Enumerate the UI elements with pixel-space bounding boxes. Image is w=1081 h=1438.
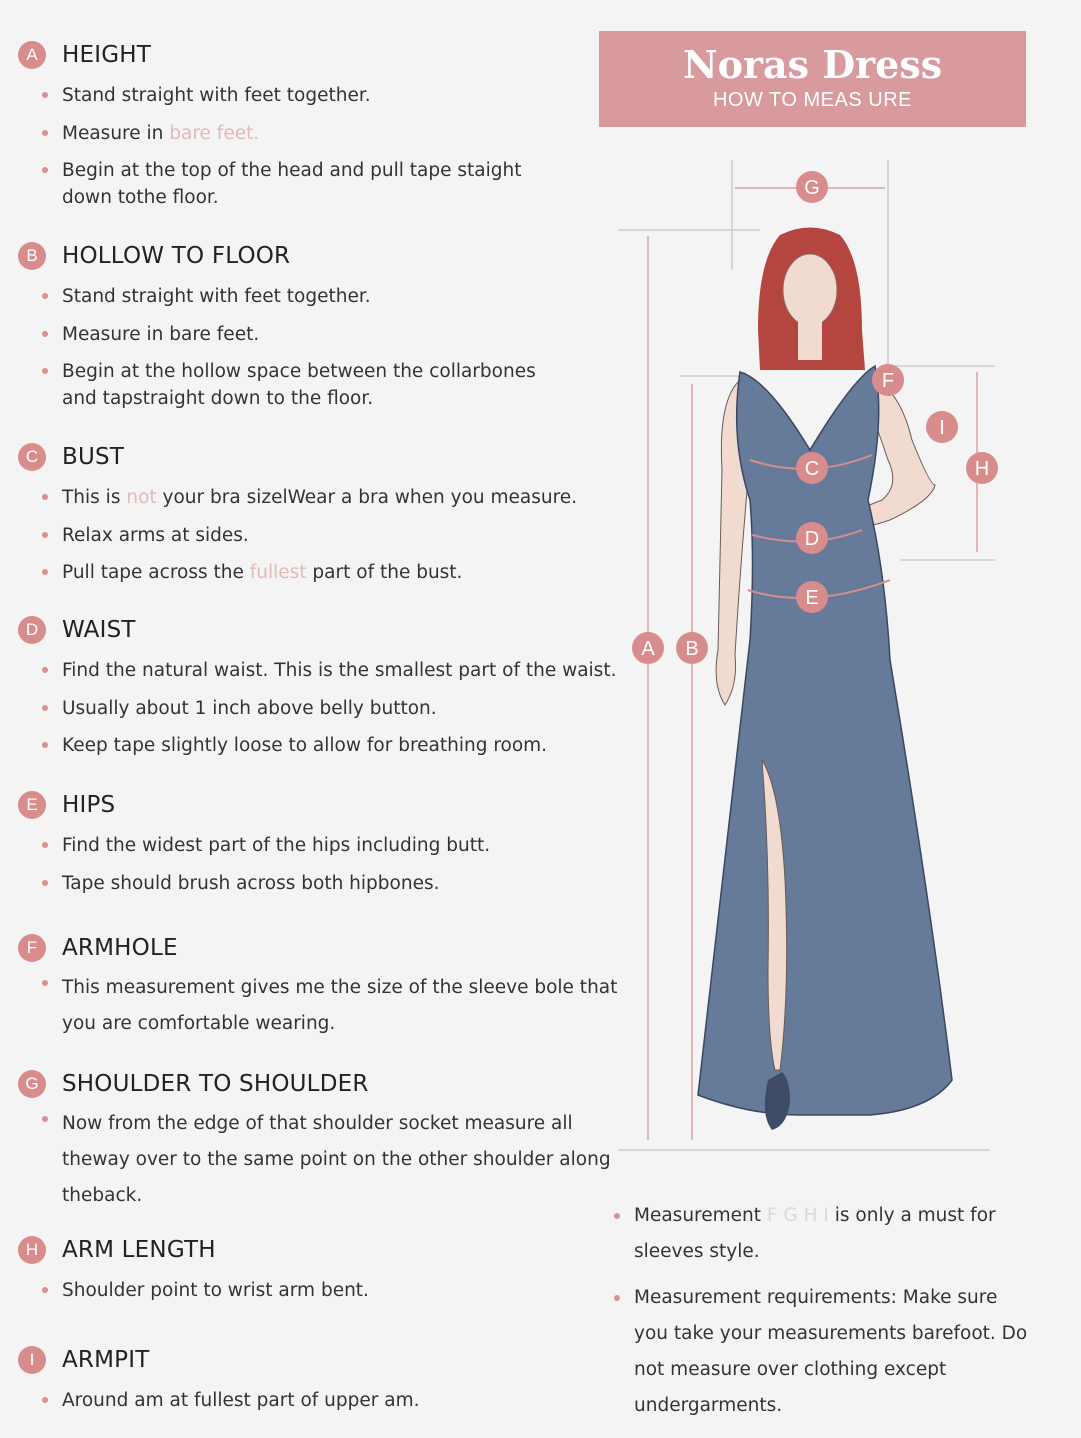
label-h bbox=[966, 452, 998, 484]
brand-name: Noras Dress bbox=[682, 42, 943, 87]
section-armhole bbox=[18, 933, 618, 1042]
svg-text:C: C bbox=[804, 458, 820, 480]
label-b bbox=[676, 632, 708, 664]
section-hollow-to-floor bbox=[18, 241, 618, 412]
section-height bbox=[18, 40, 618, 211]
label-g bbox=[796, 171, 828, 203]
list-item: Around am at fullest part of upper am. bbox=[18, 1387, 618, 1414]
measurement-notes bbox=[610, 1198, 1030, 1424]
svg-text:I: I bbox=[939, 417, 945, 439]
badge-d: D bbox=[18, 616, 46, 644]
svg-text:B: B bbox=[685, 638, 699, 660]
section-title: HOLLOW TO FLOOR bbox=[62, 243, 291, 269]
svg-text:A: A bbox=[641, 638, 655, 660]
list-item: This is not your bra sizelWear a bra when you measure. bbox=[18, 484, 618, 511]
section-shoulder-to-shoulder bbox=[18, 1069, 618, 1214]
note-item: Measurement F G H I is only a must for sleeves style. bbox=[610, 1198, 1030, 1270]
dress-figure-illustration bbox=[600, 140, 1020, 1170]
list-item: Measure in bare feet. bbox=[18, 321, 618, 348]
list-item: Measure in bare feet. bbox=[18, 120, 618, 147]
note-item: Measurement requirements: Make sure you take your measurements barefoot. Do not measure over clothing except undergarments. bbox=[610, 1280, 1030, 1424]
svg-text:D: D bbox=[804, 528, 820, 550]
list-item: Shoulder point to wrist arm bent. bbox=[18, 1277, 618, 1304]
list-item: Begin at the hollow space between the collarbones and tapstraight down to the floor. bbox=[18, 358, 552, 412]
brand-banner bbox=[599, 31, 1026, 127]
section-title: ARM LENGTH bbox=[62, 1237, 216, 1263]
list-item: Keep tape slightly loose to allow for breathing room. bbox=[18, 732, 618, 759]
label-d bbox=[796, 522, 828, 554]
list-item: Tape should brush across both hipbones. bbox=[18, 870, 618, 897]
badge-e: E bbox=[18, 791, 46, 819]
section-arm-length bbox=[18, 1235, 618, 1304]
section-title: ARMPIT bbox=[62, 1347, 150, 1373]
label-i bbox=[926, 411, 958, 443]
badge-h: H bbox=[18, 1236, 46, 1264]
list-item: Usually about 1 inch above belly button. bbox=[18, 695, 618, 722]
list-item: Begin at the top of the head and pull tape staight down tothe floor. bbox=[18, 157, 522, 211]
label-c bbox=[796, 452, 828, 484]
figure-svg bbox=[600, 140, 1020, 1170]
list-item: Now from the edge of that shoulder socket measure all theway over to the same point on the other shoulder along theback. bbox=[18, 1106, 622, 1214]
list-item: Stand straight with feet together. bbox=[18, 283, 618, 310]
svg-text:G: G bbox=[804, 177, 820, 199]
badge-f: F bbox=[18, 934, 46, 962]
badge-c: C bbox=[18, 443, 46, 471]
list-item: Find the widest part of the hips including butt. bbox=[18, 832, 618, 859]
brand-subtitle: HOW TO MEAS URE bbox=[712, 89, 912, 111]
list-item: Pull tape across the fullest part of the bust. bbox=[18, 559, 618, 586]
section-hips bbox=[18, 790, 618, 897]
section-title: WAIST bbox=[62, 617, 136, 643]
list-item: Relax arms at sides. bbox=[18, 522, 618, 549]
section-title: BUST bbox=[62, 444, 125, 470]
badge-g: G bbox=[18, 1070, 46, 1098]
svg-text:F: F bbox=[881, 370, 895, 392]
section-title: HEIGHT bbox=[62, 42, 151, 68]
badge-b: B bbox=[18, 242, 46, 270]
section-armpit bbox=[18, 1345, 618, 1414]
section-title: ARMHOLE bbox=[62, 935, 178, 961]
section-title: SHOULDER TO SHOULDER bbox=[62, 1071, 369, 1097]
badge-a: A bbox=[18, 41, 46, 69]
label-e bbox=[796, 581, 828, 613]
section-waist bbox=[18, 615, 618, 759]
list-item: This measurement gives me the size of the sleeve bole that you are comfortable wearing. bbox=[18, 970, 622, 1042]
list-item: Find the natural waist. This is the smallest part of the waist. bbox=[18, 657, 618, 684]
label-a bbox=[632, 632, 664, 664]
list-item: Stand straight with feet together. bbox=[18, 82, 618, 109]
badge-i: I bbox=[18, 1346, 46, 1374]
label-f bbox=[872, 364, 904, 396]
svg-text:E: E bbox=[805, 587, 819, 609]
svg-text:H: H bbox=[974, 458, 990, 480]
section-bust bbox=[18, 442, 618, 586]
section-title: HIPS bbox=[62, 792, 116, 818]
